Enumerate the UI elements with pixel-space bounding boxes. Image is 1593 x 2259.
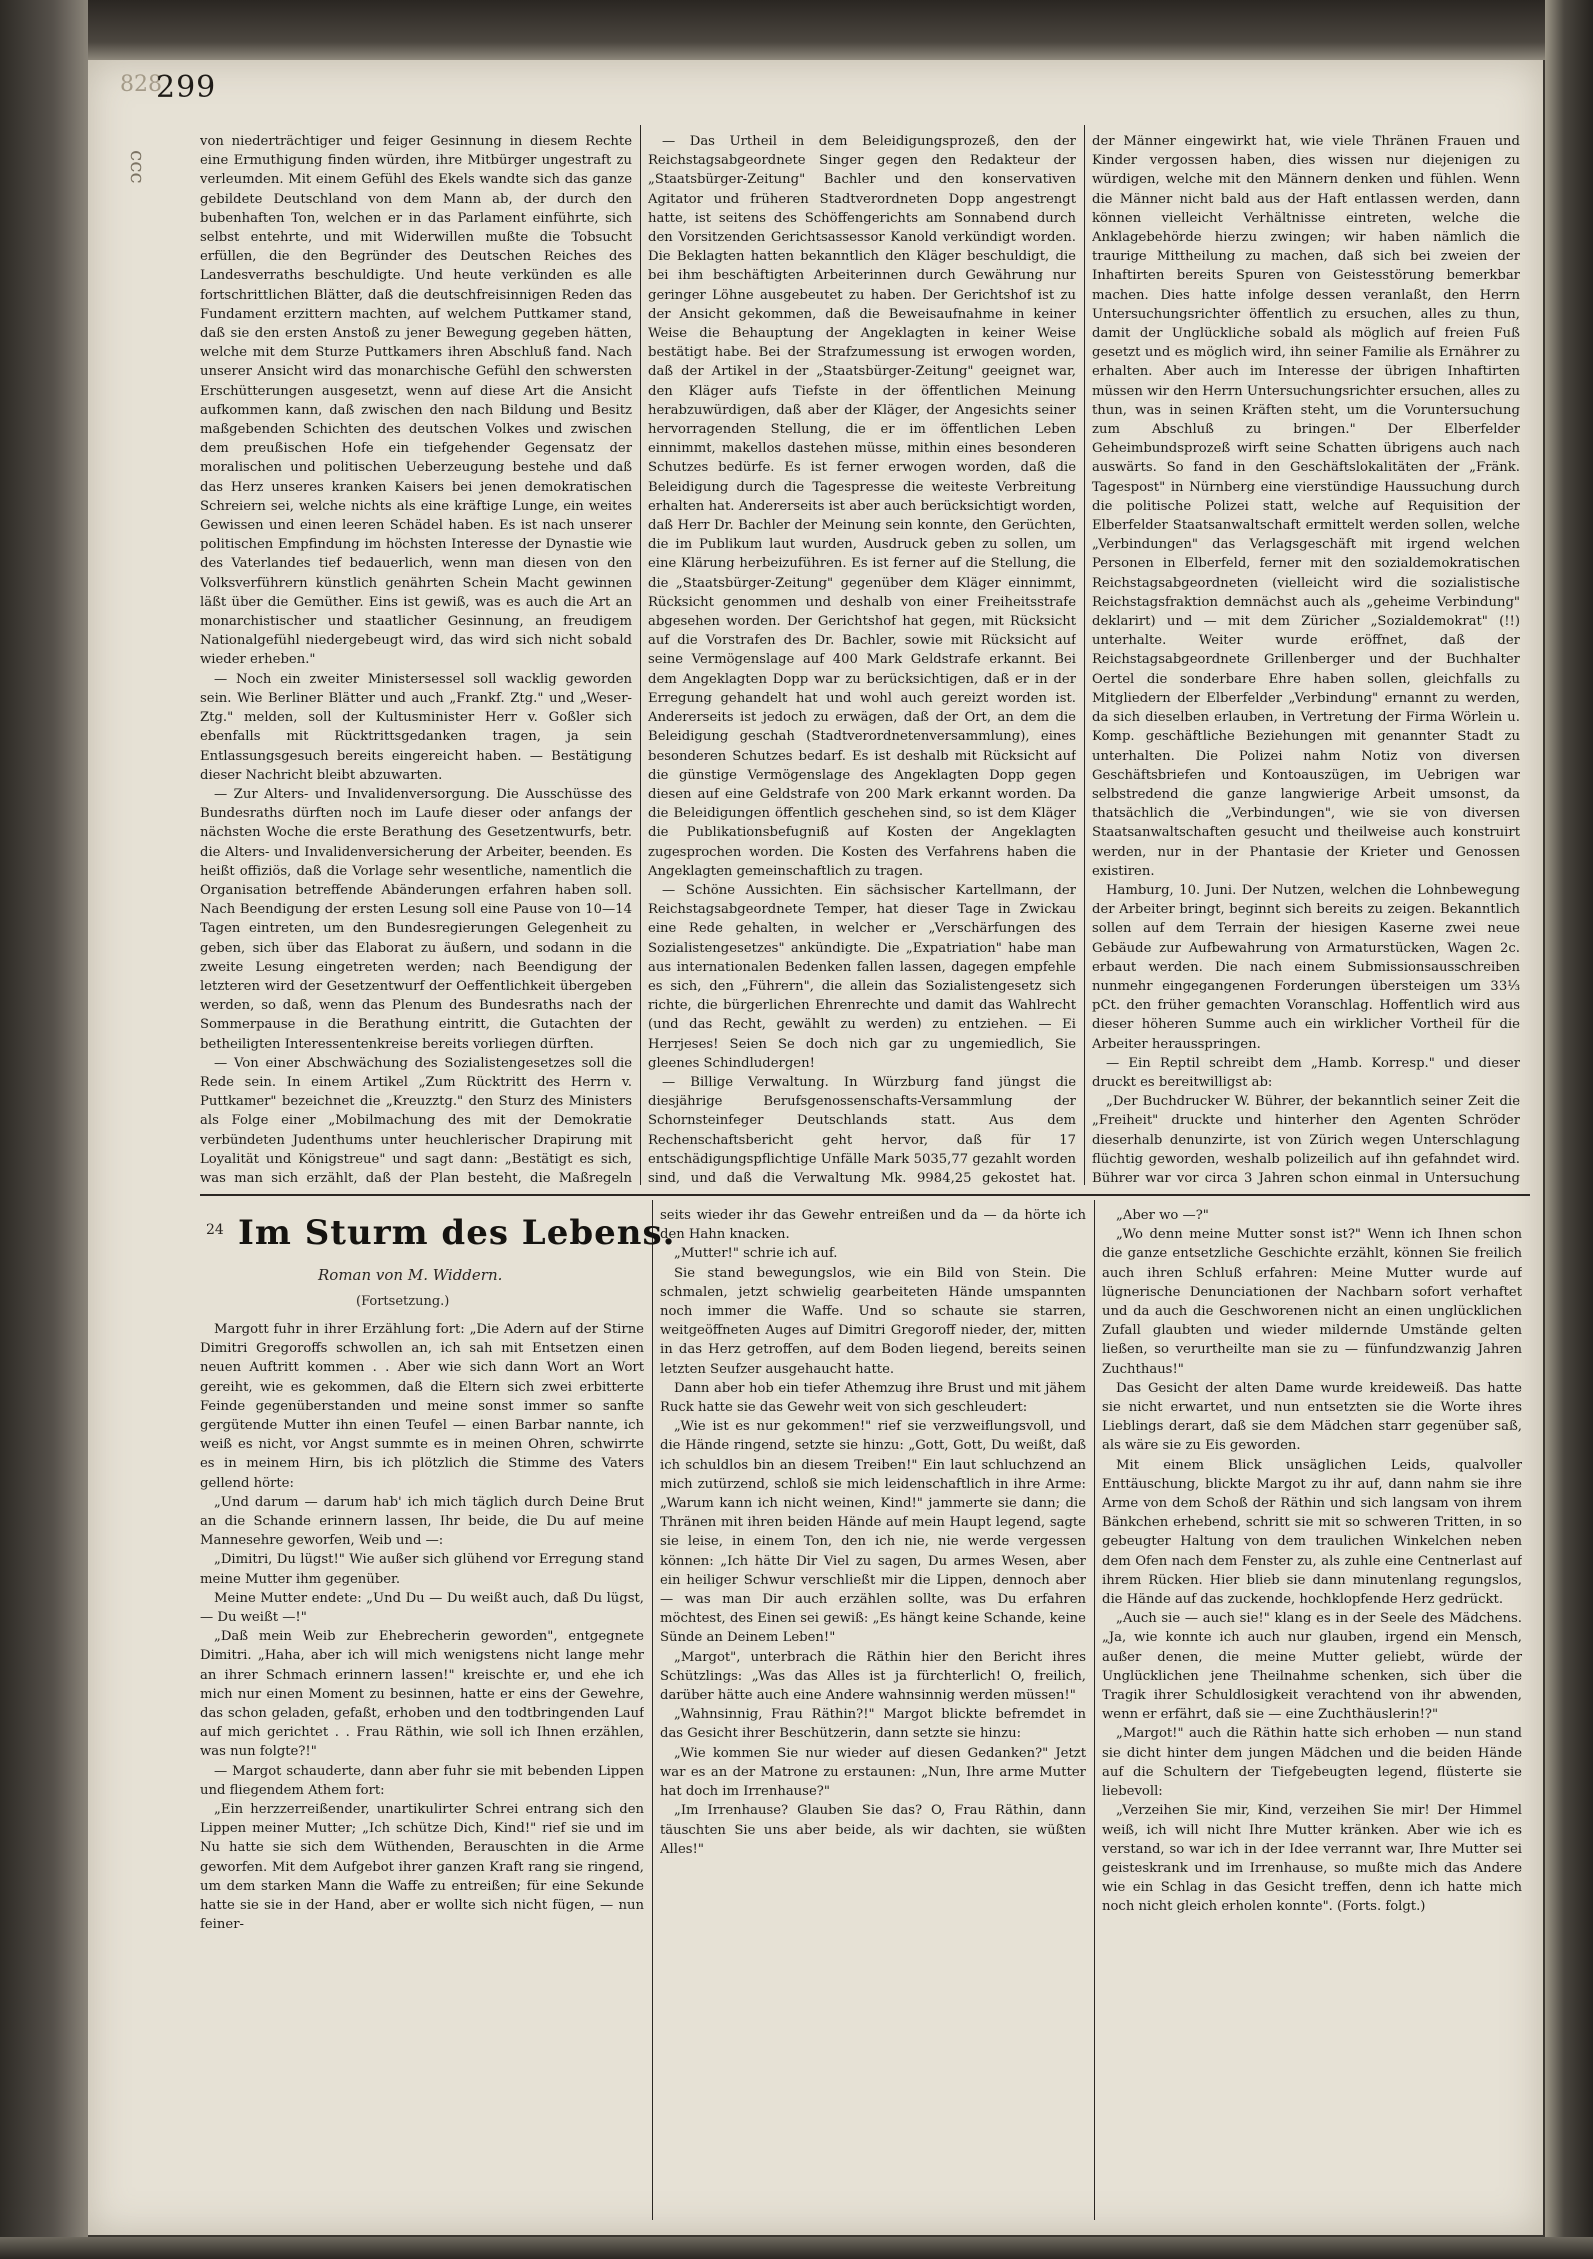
faint-page-mark: 828: [120, 72, 162, 97]
paragraph: — Ein Reptil schreibt dem „Hamb. Korresp." und dieser druckt es bereitwilligst ab:: [1092, 1055, 1520, 1090]
scan-frame-right: [1545, 0, 1593, 2259]
paragraph: Dann aber hob ein tiefer Athemzug ihre Brust und mit jähem Ruck hatte sie das Gewehr weit von sich geschleudert:: [660, 1380, 1086, 1416]
paragraph: „Und darum — darum hab' ich mich täglich durch Deine Brut an die Schande erinnern lassen, Ihr beide, die Du auf meine Mannesehre geworfen, Weib und —:: [200, 1494, 644, 1549]
serial-author: Roman von M. Widdern.: [318, 1266, 503, 1284]
paragraph: — Von einer Abschwächung des Sozialistengesetzes soll die Rede sein. In einem Artikel „Zum Rücktritt des Herrn v. Puttkamer" bezeichnet die „Kreuzztg." den Sturz des Ministers als Folge einer „Mobilmachung des mit der Demokratie verbündeten Judenthums unter heuchlerischer Drapirung mit Loyalität und Königstreue" und sagt dann: „Bestätigt es sich, was man sich erzählt, daß der Plan besteht, die Maßregeln: [200, 1055, 632, 1186]
paragraph: von niederträchtiger und feiger Gesinnung in diesem Rechte eine Ermuthigung finden würden, ihre Mitbürger ungestraft zu verleumden. Mit einem Gefühl des Ekels wandte sich das ganze gebildete Deutschland von dem Mann ab, der durch den bubenhaften Ton, welchen er in das Parlament einführte, sich selbst entehrte, und mit Widerwillen mußte die Tobsucht erfüllen, die den Begründer des Deutschen Reiches des Landesverraths beschuldigte. Und heute verkünden es alle fortschrittlichen Blätter, daß die deutschfreisinnigen Reden das Fundament erzittern machten, auf welchem Puttkamer stand, daß sie den ersten Anstoß zu jener Bewegung gegeben hätten, welche mit dem Sturze Puttkamers ihren Abschluß fand. Nach unserer Ansicht wird das monarchische Gefühl den schwersten Erschütterungen ausgesetzt, wenn auf diese Art die Ansicht aufkommen kann, daß zwischen den nach Bildung und Besitz maßgebenden Schichten des deutschen Volkes und zwischen dem preußischen Hofe ein tiefgehender Gegensatz der moralischen und politischen Ueberzeugung bestehe und daß das Herz unseres kranken Kaisers bei jenen demokratischen Schreiern sei, welche nichts als eine kräftige Lunge, ein weites Gewissen und einen leeren Schädel haben. Es ist nach unserer politischen Empfindung im höchsten Interesse der Dynastie wie des Vaterlandes tief bedauerlich, wenn man diesen von den Volksverführern künstlich genährten Schein Macht gewinnen läßt über die Gemüther. Eins ist gewiß, was es auch die Art an monarchistischer und staatlicher Gesinnung, an freudigem Nationalgefühl niedergebeugt wird, das wird sich nicht sobald wieder erheben.": [200, 134, 632, 668]
paragraph: — Margot schauderte, dann aber fuhr sie mit bebenden Lippen und fliegendem Athem fort:: [200, 1763, 644, 1798]
margin-mark: ccc: [126, 150, 150, 184]
column-rule-1: [640, 125, 641, 1185]
paragraph: „Margot!" auch die Räthin hatte sich erhoben — nun stand sie dicht hinter dem jungen Mädchen und die beiden Hände auf die Schultern der Tiefgebeugten legend, flüsterte sie liebevoll:: [1102, 1726, 1522, 1800]
paragraph: „Dimitri, Du lügst!" Wie außer sich glühend vor Erregung stand meine Mutter ihm gegenüber.: [200, 1552, 644, 1587]
paragraph: Sie stand bewegungslos, wie ein Bild von Stein. Die schmalen, jetzt schwielig gearbeiteten Hände umspannten noch immer die Waffe. Und so schaute sie starren, weitgeöffneten Auges auf Dimitri Gregoroff nieder, der, mitten in das Herz getroffen, auf dem Boden liegend, bereits seinen letzten Seufzer ausgehaucht hatte.: [660, 1265, 1086, 1377]
paragraph: „Auch sie — auch sie!" klang es in der Seele des Mädchens. „Ja, wie konnte ich auch nur glauben, irgend ein Mensch, außer denen, die meine Mutter geliebt, würde der Unglücklichen jene Theilnahme schenken, sich über die Tragik ihrer Schuldlosigkeit verachtend von ihr abwenden, wenn er erfährt, daß sie — eine Zuchthäuslerin!?": [1102, 1611, 1522, 1723]
serial-column-2: [660, 1206, 1086, 2228]
paragraph: „Im Irrenhause? Glauben Sie das? O, Frau Räthin, dann täuschten Sie uns aber beide, als wir dachten, sie wüßten Alles!": [660, 1803, 1086, 1857]
paragraph: — Billige Verwaltung. In Würzburg fand jüngst die diesjährige Berufsgenossenschafts-Versammlung der Schornsteinfeger Deutschlands statt. Aus dem Rechenschaftsbericht geht hervor, daß für 17 entschädigungspflichtige Unfälle Mark 5035,77 gezahlt worden sind, und daß die Verwaltung Mk. 9984,25 gekostet hat.: [648, 1074, 1076, 1186]
paragraph: — Schöne Aussichten. Ein sächsischer Kartellmann, der Reichstagsabgeordnete Temper, hat dieser Tage in Zwickau eine Rede gehalten, in welcher er „Verschärfungen des Sozialistengesetzes" ankündigte. Die „Expatriation" habe man aus internationalen Bedenken fallen lassen, dagegen empfehle es sich, den „Führern", die allein das Sozialistengesetz sich richte, die bürgerlichen Ehrenrechte und damit das Wahlrecht (und das Recht, gewählt zu werden) zu entziehen. — Ei Herrjeses! Seien Se doch nich gar zu ungemiedlich, Sie gleenes Schindludergen!: [648, 882, 1076, 1071]
paragraph: Das Gesicht der alten Dame wurde kreideweiß. Das hatte sie nicht erwartet, und nun entsetzten sie die Worte ihres Lieblings derart, daß sie dem Mädchen starr gegenüber saß, als wäre sie zu Eis geworden.: [1102, 1380, 1522, 1454]
paragraph: Hamburg, 10. Juni. Der Nutzen, welchen die Lohnbewegung der Arbeiter bringt, beginnt sich bereits zu zeigen. Bekanntlich sollen auf dem Terrain der hiesigen Kaserne zwei neue Gebäude zur Aufbewahrung von Armaturstücken, Wagen 2c. erbaut werden. Die nach einem Submissionsausschreiben nunmehr eingegangenen Forderungen übersteigen um 33⅓ pCt. den früher gemachten Voranschlag. Hoffentlich wird aus dieser höheren Summe auch ein wirklicher Vortheil für die Arbeiter herausspringen.: [1092, 882, 1520, 1052]
paragraph: „Margot", unterbrach die Räthin hier den Bericht ihres Schützlings: „Was das Alles ist ja fürchterlich! O, freilich, darüber hätte auch eine Andere wahnsinnig werden müssen!": [660, 1649, 1086, 1704]
news-column-1: [200, 132, 632, 1188]
paragraph: seits wieder ihr das Gewehr entreißen und da — da hörte ich den Hahn knacken.: [660, 1208, 1086, 1243]
paragraph: der Männer eingewirkt hat, wie viele Thränen Frauen und Kinder vergossen haben, dies wissen nur diejenigen zu würdigen, welche mit den Männern denken und fühlen. Wenn die Männer nicht bald aus der Haft entlassen werden, dann können vielleicht Verhältnisse eintreten, welche die Anklagebehörde hierzu zwingen; wir haben nämlich die traurige Mittheilung zu machen, daß sich bei zweien der Inhaftirten bereits Spuren von Geistesstörung bemerkbar machen. Dies hatte infolge dessen veranlaßt, den Herrn Untersuchungsrichter öffentlich zu ersuchen, alles zu thun, damit der Unglückliche sobald als möglich auf freien Fuß gesetzt und es möglich wird, ihn seiner Familie als Ernährer zu erhalten. Aber auch im Interesse der übrigen Inhaftirten müssen wir den Herrn Untersuchungsrichter ersuchen, alles zu thun, was in seinen Kräften steht, um die Voruntersuchung zum Abschluß zu bringen." Der Elberfelder Geheimbundsprozeß wirft seine Schatten übrigens auch nach auswärts. So fand in den Geschäftslokalitäten der „Fränk. Tagespost" in Nürnberg eine vierstündige Haussuchung durch die politische Polizei statt, welche auf Requisition der Elberfelder Staatsanwaltschaft ermittelt werden sollen, welche „Verbindungen" das Verlagsgeschäft mit irgend welchen Personen in Elberfeld, ferner mit den sozialdemokratischen Reichstagsabgeordneten (vielleicht wird die sozialistische Reichstagsfraktion demnächst auch als „geheime Verbindung" deklarirt) und — mit dem Züricher „Sozialdemokrat" (!!) unterhalte. Weiter wurde eröffnet, daß der Reichstagsabgeordnete Grillenberger und der Buchhalter Oertel die sonderbare Ehre haben sollen, gleichfalls zu Mitgliedern der Elberfelder „Verbindung" ernannt zu werden, da sich dieselben erlauben, in Vertretung der Firma Wörlein u. Komp. geschäftliche Beziehungen mit genannter Stadt zu unterhalten. Die Polizei nahm Notiz von diversen Geschäftsbriefen und Kontoauszügen, im Uebrigen war selbstredend die ganze langwierige Arbeit umsonst, da thatsächlich die „Verbindungen", wie sie von diversen Staatsanwaltschaften gesucht und theilweise auch konstruirt werden, nur in der Phantasie der Krieter und Genossen existiren.: [1092, 134, 1520, 879]
paragraph: „Der Buchdrucker W. Bührer, der bekanntlich seiner Zeit die „Freiheit" druckte und hinterher den Agenten Schröder dieserhalb denunzirte, ist von Zürich wegen Unterschlagung flüchtig geworden, weshalb polizeilich auf ihn gefahndet wird. Bührer war vor circa 3 Jahren schon einmal in Untersuchung: [1092, 1094, 1520, 1186]
serial-number: 24: [206, 1222, 224, 1238]
paragraph: „Verzeihen Sie mir, Kind, verzeihen Sie mir! Der Himmel weiß, ich will nicht Ihre Mutter kränken. Aber wie ich es verstand, so war ich in der Idee verrannt war, Ihre Mutter sei geisteskrank und im Irrenhause, so mußte mich das Andere wie ein Schlag in das Gesicht treffen, denn ich hatte mich noch nicht gleich erholen konnte". (Forts. folgt.): [1102, 1803, 1522, 1915]
column-rule-3: [652, 1200, 653, 2220]
news-column-2: [648, 132, 1076, 1188]
paragraph: „Wo denn meine Mutter sonst ist?" Wenn ich Ihnen schon die ganze entsetzliche Geschichte erzählt, können Sie freilich auch ihren Schluß erfahren: Meine Mutter wurde auf lügnerische Denunciationen der Nachbarn sofort verhaftet und da auch die Geschworenen nicht an einen unglücklichen Zufall glaubten und wieder mildernde Umstände gelten ließen, so verurtheilte man sie zu — fünfundzwanzig Jahren Zuchthaus!": [1102, 1227, 1522, 1377]
paragraph: „Wahnsinnig, Frau Räthin?!" Margot blickte befremdet in das Gesicht ihrer Beschützerin, dann setzte sie hinzu:: [660, 1707, 1086, 1742]
column-rule-2: [1084, 125, 1085, 1185]
news-column-3: [1092, 132, 1520, 1188]
paragraph: Mit einem Blick unsäglichen Leids, qualvoller Enttäuschung, blickte Margot zu ihr auf, dann nahm sie ihre Arme von dem Schoß der Räthin und sich langsam von ihrem Bänkchen erhebend, schritt sie mit so schweren Tritten, in so gebeugter Haltung von dem traulichen Winkelchen neben dem Ofen nach dem Fenster zu, als zuhle eine Centnerlast auf ihrem Rücken. Hier blieb sie dann minutenlang regungslos, die Hände auf das zuckende, hochklopfende Herz gedrückt.: [1102, 1457, 1522, 1608]
column-rule-4: [1094, 1200, 1095, 2220]
paragraph: „Daß mein Weib zur Ehebrecherin geworden", entgegnete Dimitri. „Haha, aber ich will mich wenigstens nicht lange mehr an ihrer Schmach erinnern lassen!" kreischte er, und ehe ich mich nur einen Moment zu besinnen, hatte er eins der Gewehre, das schon geladen, gefaßt, erhoben und den todtbringenden Lauf auf mich gerichtet . . Frau Räthin, wie soll ich Ihnen erzählen, was nun folgte?!": [200, 1629, 644, 1760]
paragraph: „Mutter!" schrie ich auf.: [674, 1246, 838, 1262]
scan-frame-bottom: [0, 2237, 1593, 2259]
serial-continuation: (Fortsetzung.): [356, 1294, 450, 1309]
serial-title: Im Sturm des Lebens.: [238, 1213, 676, 1253]
paragraph: Meine Mutter endete: „Und Du — Du weißt auch, daß Du lügst, — Du weißt —!": [200, 1590, 644, 1626]
scan-frame-left: [0, 0, 88, 2259]
paragraph: „Wie kommen Sie nur wieder auf diesen Gedanken?" Jetzt war es an der Matrone zu erstaunen: „Nun, Ihre arme Mutter hat doch im Irrenhause?": [660, 1745, 1086, 1800]
serial-column-3: [1102, 1206, 1522, 2228]
paragraph: — Zur Alters- und Invalidenversorgung. Die Ausschüsse des Bundesraths dürften noch im Laufe dieser oder anfangs der nächsten Woche die erste Berathung des Gesetzentwurfs, betr. die Alters- und Invalidenversicherung der Arbeiter, beenden. Es heißt offiziös, daß die Vorlage sehr wesentliche, namentlich die Organisation betreffende Abänderungen erfahren haben soll. Nach Beendigung der ersten Lesung soll eine Pause von 10—14 Tagen eintreten, um den Bundesregierungen Gelegenheit zu geben, sich über das Elaborat zu äußern, und sodann in die zweite Lesung eingetreten werden; nach Beendigung der letzteren wird der Gesetzentwurf der Oeffentlichkeit übergeben werden, so daß, wenn das Plenum des Bundesraths nach der Sommerpause in die Berathung eintritt, die Gutachten der betheiligten Interessentenkreise bereits vorliegen dürften.: [200, 786, 632, 1052]
section-rule: [200, 1194, 1530, 1196]
paragraph: „Wie ist es nur gekommen!" rief sie verzweiflungsvoll, und die Hände ringend, setzte sie hinzu: „Gott, Gott, Du weißt, daß ich schuldlos bin an diesem Treiben!" Ein laut schluchzend an mich zutürzend, schloß sie mich leidenschaftlich in ihre Arme: „Warum kann ich nicht weinen, Kind!" jammerte sie dann; die Thränen mit ihren beiden Hände auf mein Haupt legend, sagte sie leise, in einem Ton, den ich nie, nie werde vergessen können: „Ich hätte Dir Viel zu sagen, Du armes Wesen, aber ein heiliger Schwur verschließt mir die Lippen, dennoch aber — was man Dir auch erzählen sollte, was Du erfahren möchtest, des Einen sei gewiß: „Es hängt keine Schande, keine Sünde an Deinem Leben!": [660, 1419, 1086, 1646]
paragraph: „Aber wo —?": [1116, 1208, 1209, 1223]
paragraph: „Ein herzzerreißender, unartikulirter Schrei entrang sich den Lippen meiner Mutter; „Ich schütze Dich, Kind!" rief sie und im Nu hatte sie sich dem Wüthenden, Berauschten in die Arme geworfen. Mit dem Aufgebot ihrer ganzen Kraft rang sie ringend, um dem starken Mann die Waffe zu entreißen; für eine Sekunde hatte sie sie in der Hand, aber er wollte sich nicht fügen, — nun feiner-: [200, 1802, 644, 1933]
serial-column-1: [200, 1320, 644, 2228]
scan-frame-top: [0, 0, 1593, 60]
paragraph: — Noch ein zweiter Ministersessel soll wacklig geworden sein. Wie Berliner Blätter und auch „Frankf. Ztg." und „Weser-Ztg." melden, soll der Kultusminister Herr v. Goßler sich ebenfalls mit Rücktrittsgedanken tragen, ja sein Entlassungsgesuch bereits eingereicht haben. — Bestätigung dieser Nachricht bleibt abzuwarten.: [200, 671, 632, 783]
paragraph: Margott fuhr in ihrer Erzählung fort: „Die Adern auf der Stirne Dimitri Gregoroffs schwollen an, ich sah mit Entsetzen einen neuen Auftritt kommen . . Aber wie sich dann Wort an Wort gereiht, wie es gekommen, daß die Eltern sich zwei erbitterte Feinde gegenüberstanden und meine sonst immer so sanfte gergütende Mutter ihn einen Teufel — einen Barbar nannte, ich weiß es nicht, vor Angst summte es in meinen Ohren, schwirrte es in meinem Hirn, bis ich plötzlich die Stimme des Vaters gellend hörte:: [200, 1322, 644, 1491]
page-number: 299: [156, 70, 217, 105]
paragraph: — Das Urtheil in dem Beleidigungsprozeß, den der Reichstagsabgeordnete Singer gegen den Redakteur der „Staatsbürger-Zeitung" Bachler und den konservativen Agitator und früheren Stadtverordneten Dopp angestrengt hatte, ist seitens des Schöffengerichts am Sonnabend durch den Vorsitzenden Gerichtsassessor Kanold verkündigt worden. Die Beklagten hatten bekanntlich den Kläger beschuldigt, die bei ihm beschäftigten Arbeiterinnen durch Gewährung nur geringer Löhne ausgebeutet zu haben. Der Gerichtshof ist zu der Ansicht gekommen, daß die Beweisaufnahme in keiner Weise die Behauptung der Angeklagten in keiner Weise bestätigt habe. Bei der Strafzumessung ist erwogen worden, daß der Artikel in der „Staatsbürger-Zeitung" geeignet war, den Kläger aufs Tiefste in der öffentlichen Meinung herabzuwürdigen, daß aber der Kläger, der Angesichts seiner hervorragenden Stellung, die er im öffentlichen Leben einnimmt, makellos dastehen müsse, mithin eines besonderen Schutzes bedürfe. Es ist ferner erwogen worden, daß die Beleidigung durch die Tagespresse die weiteste Verbreitung erhalten hat. Andererseits ist aber auch berücksichtigt worden, daß Herr Dr. Bachler der Meinung sein konnte, den Gerüchten, die im Publikum laut wurden, Ausdruck geben zu sollen, um eine Klärung herbeizuführen. Es ist ferner auf die Stellung, die die „Staatsbürger-Zeitung" gegenüber dem Kläger einnimmt, Rücksicht genommen und deshalb von einer Freiheitsstrafe abgesehen worden. Der Gerichtshof hat gegen, mit Rücksicht auf die Vorstrafen des Dr. Bachler, sowie mit Rücksicht auf seine Vermögenslage auf 400 Mark Geldstrafe erkannt. Bei dem Angeklagten Dopp war zu berücksichtigen, daß er in der Erregung gehandelt hat und wohl auch gereizt worden ist. Andererseits ist jedoch zu erwägen, daß der Ort, an dem die Beleidigung geschah (Stadtverordnetenversammlung), eines besonderen Schutzes bedarf. Es ist deshalb mit Rücksicht auf die günstige Vermögenslage des Angeklagten Dopp gegen diesen auf eine Geldstrafe von 200 Mark erkannt worden. Da die Beleidigungen öffentlich geschehen sind, so ist dem Kläger die Publikationsbefugniß auf Kosten der Angeklagten zugesprochen worden. Die Kosten des Verfahrens haben die Angeklagten gemeinschaftlich zu tragen.: [648, 134, 1076, 879]
